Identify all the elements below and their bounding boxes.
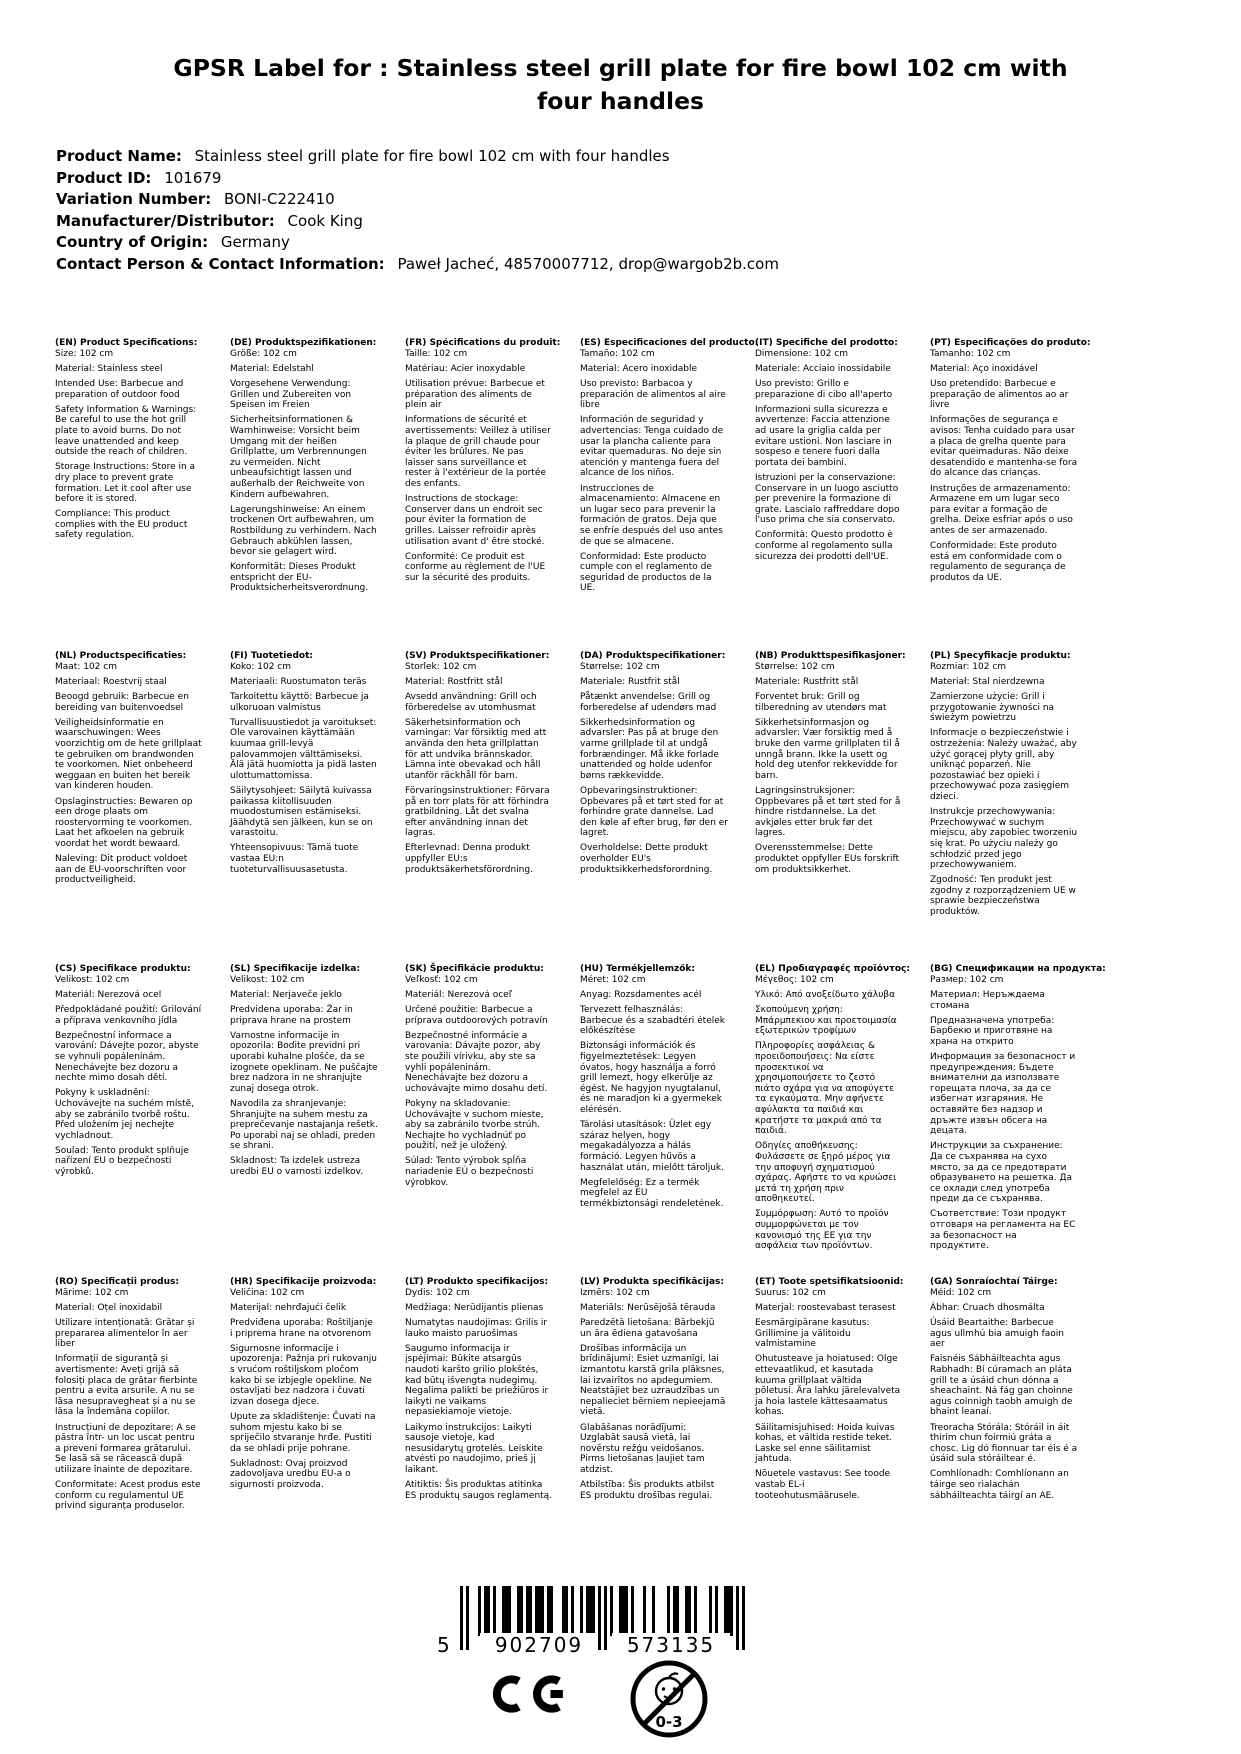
spec-paragraph: Säkerhetsinformation och varningar: Var försiktig med att använda den heta grillplattan för att undvika brännskador. Lämna inte obevakad och håll utanför räckhåll för barn. — [405, 717, 547, 781]
spec-paragraph: Förvaringsinstruktioner: Förvara på en torr plats för att förhindra gratbildning. Låt det svalna efter användning innan det lagras. — [405, 785, 550, 839]
product-info-label: Product ID: — [56, 168, 152, 187]
spec-block-title: (RO) Specificații produs: — [55, 1277, 179, 1287]
spec-paragraph: Conformitate: Acest produs este conform cu regulamentul UE privind siguranța produselor. — [55, 1480, 201, 1512]
spec-paragraph: Určené použitie: Barbecue a príprava outdoorových potravín — [405, 1005, 548, 1026]
spec-paragraph: Materijal: nehrđajući čelik — [230, 1303, 347, 1314]
spec-block-body — [405, 662, 570, 875]
spec-block-body — [405, 349, 570, 583]
spec-paragraph: Méid: 102 cm — [930, 1288, 992, 1298]
product-info-row — [56, 146, 1185, 168]
spec-block-title: (GA) Sonraíochtaí Táirge: — [930, 1277, 1058, 1287]
spec-grid — [55, 338, 1195, 1590]
spec-paragraph: Saugumo informacija ir įspėjimai: Būkite atsargūs naudoti karšto grilio plokštės, kad būtų išvengta nudegimų. Negalima palikti be priežiūros ir laikyti ne vaikams nepasiekiamoje vietoje. — [405, 1343, 549, 1418]
spec-paragraph: Varnostne informacije in opozorila: Bodite previdni pri uporabi kuhalne plošče, da se izognete opeklinam. Ne puščajte brez nadzora in ne shranjujte zunaj dosega otrok. — [230, 1030, 378, 1094]
spec-paragraph: Navodila za shranjevanje: Shranjujte na suhem mestu za preprečevanje nastajanja rešetk. Po uporabi naj se ohladi, preden se shrani. — [230, 1098, 378, 1152]
spec-paragraph: Nõuetele vastavus: See toode vastab EL-i tooteohutusmäärusele. — [755, 1469, 891, 1501]
spec-paragraph: Eesmärgipärane kasutus: Grillimine ja välitoidu valmistamine — [755, 1318, 870, 1350]
spec-paragraph: Material: Nerjaveče jeklo — [230, 990, 342, 1001]
spec-block-title: (HR) Specifikacije proizvoda: — [230, 1277, 377, 1287]
spec-paragraph: Biztonsági információk és figyelmeztetések: Legyen óvatos, hogy használja a forró grill lemezt, hogy elkerülje az égést. Ne hagyjon nyugtalanul, és ne maradjon ki a gyermekek elérésén. — [580, 1041, 722, 1116]
language-spec-block — [230, 651, 395, 964]
spec-block-body — [755, 975, 920, 1252]
spec-paragraph: Información de seguridad y advertencias: Tenga cuidado de usar la plancha caliente para evitar quemaduras. No deje sin atención y mantenga fuera del alcance de los niños. — [580, 415, 724, 479]
age-warning-0-3-icon — [628, 1658, 710, 1740]
barcode-digits-left: 902709 — [480, 1633, 598, 1657]
product-info-label: Manufacturer/Distributor: — [56, 211, 275, 230]
spec-paragraph: Материал: Неръждаема стомана — [930, 990, 1045, 1011]
spec-block-body — [930, 662, 1095, 918]
spec-paragraph: Koko: 102 cm — [230, 662, 292, 672]
language-spec-block — [230, 1277, 395, 1590]
product-info-label: Contact Person & Contact Information: — [56, 254, 385, 273]
spec-paragraph: Velikost: 102 cm — [230, 975, 305, 985]
spec-paragraph: Instrukcje przechowywania: Przechowywać w suchym miejscu, aby zapobiec tworzeniu się krat. Po użyciu należy go schłodzić przed jego przechowywaniem. — [930, 807, 1078, 871]
spec-paragraph: Uso pretendido: Barbecue e preparação de alimentos ao ar livre — [930, 379, 1069, 411]
spec-paragraph: Avsedd användning: Grill och förberedelse av utomhusmat — [405, 692, 537, 713]
ce-mark-icon — [492, 1668, 568, 1720]
language-spec-block — [755, 338, 920, 651]
spec-block-body — [755, 662, 920, 875]
spec-paragraph: Predvidena uporaba: Žar in priprava hrane na prostem — [230, 1005, 353, 1026]
spec-paragraph: Μέγεθος: 102 cm — [755, 975, 834, 985]
spec-paragraph: Ábhar: Cruach dhosmálta — [930, 1303, 1045, 1314]
ean-barcode — [437, 1586, 745, 1666]
spec-paragraph: Pokyny k uskladnění: Uchovávejte na suchém místě, aby se zabránilo tvorbě roštu. Před uložením jej nechejte vychladnout. — [55, 1088, 195, 1141]
spec-paragraph: Beoogd gebruik: Barbecue en bereiding van buitenvoedsel — [55, 692, 189, 713]
spec-paragraph: Konformität: Dieses Produkt entspricht der EU-Produktsicherheitsverordnung. — [230, 562, 369, 594]
spec-paragraph: Suurus: 102 cm — [755, 1288, 826, 1298]
spec-block-title: (EL) Προδιαγραφές προϊόντος: — [755, 964, 910, 974]
spec-paragraph: Materiál: Nerezová oceľ — [405, 990, 513, 1001]
spec-block-title: (PT) Especificações do produto: — [930, 338, 1091, 348]
spec-paragraph: Izmērs: 102 cm — [580, 1288, 650, 1298]
spec-paragraph: Storlek: 102 cm — [405, 662, 477, 672]
language-spec-block — [755, 964, 920, 1277]
product-info-row — [56, 232, 1185, 254]
spec-paragraph: Upute za skladištenje: Čuvati na suhom mjestu kako bi se spriječilo stvaranje hrđe. Pustiti da se ohladi prije pohrane. — [230, 1411, 376, 1454]
spec-paragraph: Информация за безопасност и предупреждения: Бъдете внимателни да използвате горещата плоча, за да се избегнат изгаряния. Не оставяйте без надзор и дръжте извън обсега на децата. — [930, 1052, 1076, 1137]
spec-paragraph: Informazioni sulla sicurezza e avvertenze: Faccia attenzione ad usare la griglia calda per evitare ustioni. Non lasciare in sospeso e tenere fuori dalla portata dei bambini. — [755, 404, 892, 468]
spec-paragraph: Veľkosť: 102 cm — [405, 975, 478, 985]
spec-paragraph: Инструкции за съхранение: Да се съхранява на сухо място, за да се предотврати образуването на решетка. Да се охлади след употреба преди да се съхранява. — [930, 1141, 1072, 1205]
spec-paragraph: Veiligheidsinformatie en waarschuwingen: Wees voorzichtig om de hete grillplaat te gebruiken om brandwonden te voorkomen. Niet onbeheerd weggaan en buiten het bereik van kinderen houden. — [55, 717, 202, 792]
language-spec-block — [580, 964, 745, 1277]
spec-block-title: (FR) Spécifications du produit: — [405, 338, 561, 348]
spec-block-body — [230, 662, 395, 875]
spec-block-title: (HU) Termékjellemzők: — [580, 964, 696, 974]
spec-paragraph: Πληροφορίες ασφάλειας & προειδοποιήσεις: Να είστε προσεκτικοί να χρησιμοποιήσετε το ζεστό πιάτο σχάρα για να αποφύγετε τα εγκαύματα. Μην αφήνετε αφύλακτα τα παιδιά και κρατήστε τα μακριά από τα παιδιά. — [755, 1041, 894, 1137]
spec-block-title: (LV) Produkta specifikācijas: — [580, 1277, 724, 1287]
spec-paragraph: Informations de sécurité et avertissements: Veillez à utiliser la plaque de grill chaude pour éviter les brûlures. Ne pas laisser sans surveillance et rester à l'extérieur de la portée des enfants. — [405, 415, 551, 490]
barcode-digits-right: 573135 — [612, 1633, 730, 1657]
spec-paragraph: Σκοπούμενη χρήση: Μπάρμπεκιου και προετοιμασία εξωτερικών τροφίμων — [755, 1005, 897, 1037]
spec-block-body — [55, 975, 220, 1178]
spec-paragraph: Uso previsto: Barbacoa y preparación de alimentos al aire libre — [580, 379, 726, 411]
spec-paragraph: Instrucțiuni de depozitare: A se păstra într- un loc uscat pentru a preveni formarea grătarului. Se lasă să se răcească după utilizare înainte de depozitare. — [55, 1422, 196, 1475]
language-spec-block — [930, 651, 1095, 964]
spec-paragraph: Overensstemmelse: Dette produktet oppfyller EUs forskrift om produktsikkerhet. — [755, 843, 900, 875]
spec-block-title: (SL) Specifikacije izdelka: — [230, 964, 361, 974]
spec-paragraph: Sigurnosne informacije i upozorenja: Pažnja pri rukovanju s vrućom roštiljskom pločom kako bi se izbjegle opekline. Ne ostavljati bez nadzora i čuvati izvan dosega djece. — [230, 1343, 377, 1407]
spec-paragraph: Efterlevnad: Denna produkt uppfyller EU:s produktsäkerhetsförordning. — [405, 843, 533, 875]
spec-paragraph: Größe: 102 cm — [230, 349, 297, 359]
spec-paragraph: Informacje o bezpieczeństwie i ostrzeżenia: Należy uważać, aby użyć gorącej płyty grill, aby uniknąć poparzeń. Nie pozostawiać bez opieki i przechowywać poza zasięgiem dzieci. — [930, 728, 1077, 803]
spec-paragraph: Conformidade: Este produto está em conformidade com o regulamento de segurança de produtos da UE. — [930, 541, 1066, 583]
language-spec-block — [755, 1277, 920, 1590]
spec-paragraph: Megfelelőség: Ez a termék megfelel az EU termékbiztonsági rendeletének. — [580, 1177, 724, 1209]
spec-block-body — [580, 975, 745, 1209]
spec-paragraph: Съответствие: Този продукт отговаря на регламента на ЕС за безопасност на продуктите. — [930, 1209, 1076, 1252]
spec-paragraph: Istruzioni per la conservazione: Conservare in un luogo asciutto per prevenire la formazione di grate. Lascialo raffreddare dopo l'uso prima che sia conservato. — [755, 472, 900, 526]
spec-paragraph: Informações de segurança e avisos: Tenha cuidado para usar a placa de grelha quente para evitar queimaduras. Não deixe desatendido e mantenha-se fora do alcance das crianças. — [930, 415, 1078, 479]
spec-paragraph: Materiaal: Roestvrij staal — [55, 677, 167, 688]
spec-paragraph: Size: 102 cm — [55, 349, 114, 359]
spec-paragraph: Material: Oțel inoxidabil — [55, 1303, 163, 1314]
spec-block-body — [405, 975, 570, 1188]
spec-paragraph: Υλικό: Από ανοξείδωτο χάλυβα — [755, 990, 896, 1001]
spec-paragraph: Yhteensopivuus: Tämä tuote vastaa EU:n tuoteturvallisuusasetusta. — [230, 843, 359, 875]
spec-paragraph: Materiaali: Ruostumaton teräs — [230, 677, 367, 688]
spec-paragraph: Opbevaringsinstruktioner: Opbevares på et tørt sted for at forhindre grate dannelse. Lad den køle af efter brug, før den er lagret. — [580, 785, 728, 839]
spec-paragraph: Instructions de stockage: Conserver dans un endroit sec pour éviter la formation de grilles. Laisser refroidir après utilisation avant d' être stocké. — [405, 494, 545, 547]
spec-paragraph: Material: Edelstahl — [230, 364, 314, 375]
product-info-label: Variation Number: — [56, 190, 212, 208]
spec-paragraph: Предназначена употреба: Барбекю и приготвяне на храна на открито — [930, 1015, 1055, 1047]
spec-block-body — [230, 975, 395, 1178]
spec-block-body — [755, 1288, 920, 1501]
spec-paragraph: Anyag: Rozsdamentes acél — [580, 990, 702, 1001]
spec-block-body — [580, 662, 745, 875]
spec-paragraph: Instruções de armazenamento: Armazene em um lugar seco para evitar a formação de grelha. Deixe esfriar após o uso antes de ser armazenado. — [930, 483, 1073, 536]
spec-paragraph: Tervezett felhasználás: Barbecue és a szabadtéri ételek előkészítése — [580, 1005, 726, 1037]
spec-paragraph: Drošības informācija un brīdinājumi: Esiet uzmanīgi, lai izmantotu karstā grila plāksnes, lai izvairītos no apdegumiem. Neatstājiet bez uzraudzības un nepalieciet bērniem nepieejamā vietā. — [580, 1343, 726, 1418]
product-info-label: Product Name: — [56, 147, 182, 165]
spec-paragraph: Lagerungshinweise: An einem trockenen Ort aufbewahren, um Rostbildung zu verhindern. Nach Gebrauch abkühlen lassen, bevor sie gelagert wird. — [230, 504, 377, 558]
language-spec-block — [405, 1277, 570, 1590]
spec-paragraph: Compliance: This product complies with the EU product safety regulation. — [55, 509, 188, 541]
spec-block-body — [930, 975, 1095, 1252]
spec-paragraph: Medžiaga: Nerūdijantis plienas — [405, 1303, 544, 1314]
language-spec-block — [55, 1277, 220, 1590]
spec-block-body — [755, 349, 920, 562]
product-info-value: Cook King — [287, 211, 363, 230]
language-spec-block — [930, 338, 1095, 651]
spec-paragraph: Tárolási utasítások: Üzlet egy száraz helyen, hogy megakadályozza a hálás formáció. Legyen hűvös a használat után, mielőtt tároljuk. — [580, 1120, 724, 1173]
spec-paragraph: Påtænkt anvendelse: Grill og forberedelse af udendørs mad — [580, 692, 717, 713]
spec-paragraph: Tamaño: 102 cm — [580, 349, 655, 359]
spec-paragraph: Material: Aço inoxidável — [930, 364, 1038, 375]
product-info-value: Paweł Jacheć, 48570007712, drop@wargob2b.com — [397, 254, 779, 273]
spec-paragraph: Bezpečnostné informácie a varovania: Dávajte pozor, aby ste použili vírivku, aby ste sa vyhli popáleninám. Nenechávajte bez dozoru a uchovávajte mimo dosahu detí. — [405, 1030, 548, 1094]
spec-paragraph: Materiale: Acciaio inossidabile — [755, 364, 891, 375]
spec-paragraph: Naleving: Dit product voldoet aan de EU-voorschriften voor productveiligheid. — [55, 854, 188, 886]
spec-paragraph: Treoracha Stórála: Stóráil in áit thirim chun foirmiú gráta a chosc. Lig dó fionnuar tar éis é a úsáid sula stóráiltear é. — [930, 1422, 1078, 1465]
spec-block-title: (BG) Спецификации на продукта: — [930, 964, 1106, 974]
spec-block-title: (LT) Produkto specifikacijos: — [405, 1277, 549, 1287]
spec-paragraph: Materiāls: Nerūsējošā tērauda — [580, 1303, 716, 1314]
spec-paragraph: Faisnéis Sábháilteachta agus Rabhadh: Bí cúramach an pláta grill te a úsáid chun dónna a sheachaint. Ná fág gan choinne agus coinnigh taobh amuigh de bhaint leanaí. — [930, 1354, 1073, 1418]
spec-paragraph: Dimensione: 102 cm — [755, 349, 849, 359]
spec-paragraph: Informații de siguranță și avertismente: Aveți grijă să folosiți placa de grătar fierbinte pentru a evita arsurile. A nu se lăsa nesupravegheat și a nu se lăsa la îndemâna copiilor. — [55, 1354, 198, 1418]
language-spec-block — [580, 338, 759, 651]
spec-paragraph: Tamanho: 102 cm — [930, 349, 1011, 359]
spec-paragraph: Předpokládané použití: Grilování a příprava venkovního jídla — [55, 1005, 202, 1026]
spec-paragraph: Overholdelse: Dette produkt overholder EU's produktsikkerhedsforordning. — [580, 843, 713, 875]
spec-block-body — [55, 1288, 220, 1512]
spec-paragraph: Laikymo instrukcijos: Laikyti sausoje vietoje, kad nesusidarytų grotelės. Leiskite atvėsti po naudojimo, prieš jį laikant. — [405, 1422, 543, 1475]
spec-paragraph: Rozmiar: 102 cm — [930, 662, 1007, 672]
spec-paragraph: Materjal: roostevabast terasest — [755, 1303, 896, 1314]
spec-block-title: (SK) Špecifikácie produktu: — [405, 964, 544, 974]
spec-block-body — [55, 349, 220, 541]
spec-paragraph: Οδηγίες αποθήκευσης: Φυλάσσετε σε ξηρό μέρος για την αποφυγή σχηματισμού σχάρας. Αφήστε το να κρυώσει μετά τη χρήση πριν αποθηκευτεί. — [755, 1141, 897, 1205]
spec-paragraph: Utilisation prévue: Barbecue et préparation des aliments de plein air — [405, 379, 545, 411]
spec-paragraph: Størrelse: 102 cm — [755, 662, 835, 672]
spec-paragraph: Sukladnost: Ovaj proizvod zadovoljava uredbu EU-a o sigurnosti proizvoda. — [230, 1458, 351, 1490]
spec-paragraph: Zgodność: Ten produkt jest zgodny z rozporządzeniem UE w sprawie bezpieczeństwa produktów. — [930, 875, 1076, 917]
spec-block-body — [580, 1288, 745, 1501]
spec-paragraph: Dydis: 102 cm — [405, 1288, 470, 1298]
product-info — [56, 146, 1185, 275]
spec-paragraph: Taille: 102 cm — [405, 349, 468, 359]
spec-paragraph: Pokyny na skladovanie: Uchovávajte v suchom mieste, aby sa zabránilo tvorbe strúh. Nechajte ho vychladnúť po použití, než je uložený. — [405, 1098, 544, 1152]
language-spec-block — [55, 964, 220, 1277]
spec-paragraph: Uso previsto: Grillo e preparazione di cibo all'aperto — [755, 379, 893, 400]
spec-paragraph: Atitiktis: Šis produktas atitinka ES produktų saugos reglamentą. — [405, 1480, 553, 1501]
product-info-row — [56, 168, 1185, 190]
spec-paragraph: Størrelse: 102 cm — [580, 662, 660, 672]
spec-paragraph: Skladnost: Ta izdelek ustreza uredbi EU o varnosti izdelkov. — [230, 1156, 364, 1177]
spec-paragraph: Zamierzone użycie: Grill i przygotowanie żywności na świeżym powietrzu — [930, 692, 1055, 724]
spec-paragraph: Tarkoitettu käyttö: Barbecue ja ulkoruoan valmistus — [230, 692, 369, 713]
age-warning-label: 0-3 — [655, 1713, 683, 1731]
spec-paragraph: Matériau: Acier inoxydable — [405, 364, 526, 375]
language-spec-block — [55, 651, 220, 964]
spec-block-title: (EN) Product Specifications: — [55, 338, 198, 348]
language-spec-block — [930, 964, 1106, 1277]
spec-block-body — [405, 1288, 570, 1501]
spec-paragraph: Συμμόρφωση: Αυτό το προϊόν συμμορφώνεται με τον κανονισμό της ΕΕ για την ασφάλεια των προϊόντων. — [755, 1209, 889, 1252]
language-spec-block — [230, 338, 395, 651]
product-info-value: Stainless steel grill plate for fire bowl 102 cm with four handles — [194, 147, 670, 165]
page-title: GPSR Label for : Stainless steel grill plate for fire bowl 102 cm with four handles — [173, 54, 1068, 115]
spec-paragraph: Veličina: 102 cm — [230, 1288, 305, 1298]
spec-paragraph: Material: Acero inoxidable — [580, 364, 698, 375]
spec-block-body — [580, 349, 745, 594]
spec-paragraph: Súlad: Tento výrobok spĺňa nariadenie EÚ o bezpečnosti výrobkov. — [405, 1156, 534, 1188]
language-spec-block — [405, 651, 570, 964]
spec-paragraph: Vorgesehene Verwendung: Grillen und Zubereiten von Speisen im Freien — [230, 379, 352, 411]
spec-paragraph: Atbilstība: Šis produkts atbilst ES produktu drošības regulai. — [580, 1480, 715, 1501]
spec-block-title: (PL) Specyfikacje produktu: — [930, 651, 1071, 661]
spec-block-body — [230, 1288, 395, 1491]
spec-paragraph: Opslaginstructies: Bewaren op een droge plaats om roostervorming te voorkomen. Laat het afkoelen na gebruik voordat het wordt bewaard. — [55, 796, 193, 849]
spec-block-title: (FI) Tuotetiedot: — [230, 651, 314, 661]
spec-paragraph: Materiał: Stal nierdzewna — [930, 677, 1045, 688]
product-info-value: BONI-C222410 — [224, 190, 335, 208]
spec-paragraph: Materiale: Rustfrit stål — [580, 677, 680, 688]
spec-paragraph: Soulad: Tento produkt splňuje nařízení EU o bezpečnosti výrobků. — [55, 1145, 189, 1177]
spec-paragraph: Säilitamisjuhised: Hoida kuivas kohas, et vältida restide teket. Laske sel enne säilitamist jahtuda. — [755, 1422, 895, 1465]
spec-paragraph: Méret: 102 cm — [580, 975, 646, 985]
product-info-value: Germany — [220, 233, 290, 251]
spec-paragraph: Comhlíonadh: Comhlíonann an táirge seo rialachán sábháilteachta táirgí an AE. — [930, 1469, 1069, 1501]
product-info-row — [56, 189, 1185, 211]
language-spec-block — [230, 964, 395, 1277]
spec-paragraph: Materiale: Rustfritt stål — [755, 677, 859, 688]
language-spec-block — [930, 1277, 1095, 1590]
language-spec-block — [755, 651, 920, 964]
spec-block-body — [930, 1288, 1095, 1501]
spec-paragraph: Conformidad: Este producto cumple con el reglamento de seguridad de productos de la UE. — [580, 551, 712, 594]
product-info-row — [56, 254, 1185, 276]
spec-paragraph: Safety Information & Warnings: Be careful to use the hot grill plate to avoid burns. Do not leave unattended and keep outside the reach of children. — [55, 404, 197, 458]
product-info-row — [56, 211, 1185, 233]
spec-paragraph: Sicherheitsinformationen & Warnhinweise: Vorsicht beim Umgang mit der heißen Grillplatte, um Verbrennungen zu vermeiden. Nicht unbeaufsichtigt lassen und außerhalb der Reichweite von Kindern aufbewahren. — [230, 415, 367, 500]
spec-paragraph: Lagringsinstruksjoner: Oppbevares på et tørt sted for å hindre ristdannelse. La det avkjøles etter bruk før det lagres. — [755, 785, 901, 839]
spec-paragraph: Размер: 102 cm — [930, 975, 1004, 985]
spec-block-title: (NB) Produkttspesifikasjoner: — [755, 651, 906, 661]
spec-block-title: (DA) Produktspecifikationer: — [580, 651, 726, 661]
spec-paragraph: Utilizare intenționată: Grătar și prepararea alimentelor în aer liber — [55, 1318, 195, 1350]
spec-paragraph: Ohutusteave ja hoiatused: Olge ettevaatlikud, et kasutada kuuma grillplaat vältida põletusi. Ära lahku järelevalveta ja hoia lastele kättesaamatus kohas. — [755, 1354, 901, 1418]
spec-paragraph: Conformité: Ce produit est conforme au règlement de l'UE sur la sécurité des produits. — [405, 551, 546, 583]
spec-paragraph: Velikost: 102 cm — [55, 975, 130, 985]
spec-paragraph: Sikkerhetsinformasjon og advarsler: Vær forsiktig med å bruke den varme grillplaten til å unngå brann. Ikke la usett og hold deg utenfor rekkevidde for barn. — [755, 717, 900, 781]
spec-paragraph: Forventet bruk: Grill og tilberedning av utendørs mat — [755, 692, 887, 713]
spec-paragraph: Glabāšanas norādījumi: Uzglabāt sausā vietā, lai novērstu režģu veidošanos. Pirms lietošanas ļaujiet tam atdzist. — [580, 1422, 705, 1475]
spec-block-title: (IT) Specifiche del prodotto: — [755, 338, 898, 348]
spec-paragraph: Predviđena uporaba: Roštiljanje i priprema hrane na otvorenom — [230, 1318, 373, 1339]
product-info-value: 101679 — [164, 168, 222, 187]
spec-block-title: (DE) Produktspezifikationen: — [230, 338, 377, 348]
spec-paragraph: Turvallisuustiedot ja varoitukset: Ole varovainen käyttämään kuumaa grill-levyä palovammojen välttämiseksi. Älä jätä huomiotta ja pidä lasten ulottumattomissa. — [230, 717, 377, 781]
spec-paragraph: Intended Use: Barbecue and preparation of outdoor food — [55, 379, 184, 400]
spec-paragraph: Maat: 102 cm — [55, 662, 117, 672]
spec-block-body — [55, 662, 220, 886]
spec-paragraph: Paredzētā lietošana: Bārbekjū un āra ēdiena gatavošana — [580, 1318, 715, 1339]
product-info-label: Country of Origin: — [56, 233, 209, 251]
spec-block-body — [230, 349, 395, 594]
barcode-digit-lead: 5 — [437, 1633, 452, 1657]
spec-paragraph: Material: Stainless steel — [55, 364, 163, 375]
spec-block-body — [930, 349, 1095, 583]
spec-paragraph: Instrucciones de almacenamiento: Almacene en un lugar seco para prevenir la formación de gratos. Deja que se enfríe después del uso antes de que se almacene. — [580, 483, 723, 547]
language-spec-block — [55, 338, 220, 651]
spec-paragraph: Säilytysohjeet: Säilytä kuivassa paikassa kiitollisuuden muodostumisen estämiseksi. Jäähdytä sen jälkeen, kun se on varastoitu. — [230, 785, 373, 839]
language-spec-block — [405, 964, 570, 1277]
spec-paragraph: Material: Rostfritt stål — [405, 677, 503, 688]
spec-block-title: (CS) Specifikace produktu: — [55, 964, 191, 974]
spec-block-title: (NL) Productspecificaties: — [55, 651, 187, 661]
spec-paragraph: Úsáid Beartaithe: Barbecue agus ullmhú bia amuigh faoin aer — [930, 1318, 1064, 1350]
spec-paragraph: Bezpečnostní informace a varování: Dávejte pozor, abyste se vyhnuli popáleninám. Nenechávejte bez dozoru a nechte mimo dosah dětí. — [55, 1030, 199, 1084]
language-spec-block — [580, 1277, 745, 1590]
spec-paragraph: Sikkerhedsinformation og advarsler: Pas på at bruge den varme grillplade til at undgå forbrændinger. Må ikke forlade unattended og holde udenfor børns rækkevidde. — [580, 717, 719, 781]
language-spec-block — [580, 651, 745, 964]
spec-paragraph: Storage Instructions: Store in a dry place to prevent grate formation. Let it cool after use before it is stored. — [55, 462, 196, 505]
spec-paragraph: Conformità: Questo prodotto è conforme al regolamento sulla sicurezza dei prodotti dell'UE. — [755, 530, 893, 562]
spec-paragraph: Numatytas naudojimas: Grilis ir lauko maisto paruošimas — [405, 1318, 548, 1339]
spec-paragraph: Materiál: Nerezová ocel — [55, 990, 162, 1001]
language-spec-block — [405, 338, 570, 651]
spec-paragraph: Mărime: 102 cm — [55, 1288, 129, 1298]
spec-block-title: (SV) Produktspecifikationer: — [405, 651, 550, 661]
spec-block-title: (ES) Especificaciones del producto: — [580, 338, 759, 348]
spec-block-title: (ET) Toote spetsifikatsioonid: — [755, 1277, 904, 1287]
